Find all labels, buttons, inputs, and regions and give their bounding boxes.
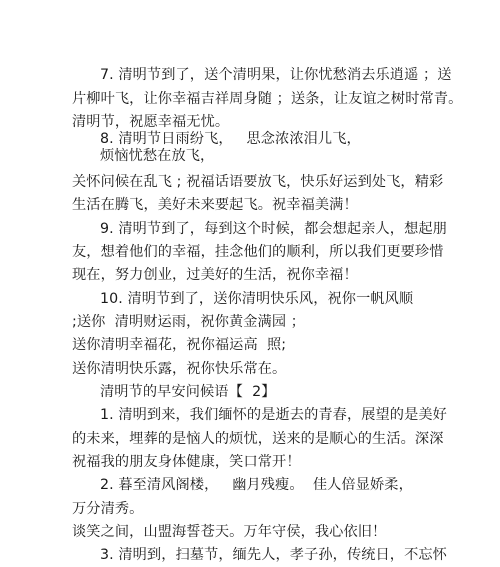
section-heading: 清明节的早安问候语【 2】 (100, 384, 276, 400)
text-line: 的未来，埋葬的是恼人的烦忧，送来的是顺心的生活。深深 (72, 431, 444, 447)
text-line: 万分清秀。 (72, 501, 144, 517)
text-line: 现在，努力创业，过美好的生活，祝你幸福！ (72, 267, 358, 283)
text-line: 谈笑之间，山盟海誓苍天。万年守侯，我心依旧！ (72, 524, 387, 540)
text-line: 片柳叶飞，让你幸福吉祥周身随 ；送条，让友谊之树时常青。 (72, 91, 463, 107)
text-line: 10. 清明节到了，送你清明快乐风，祝你一帆风顺 (100, 291, 414, 307)
text-line: 8. 清明节日雨纷飞， 思念浓浓泪儿飞， (100, 131, 361, 147)
text-line: 3. 清明到，扫墓节，缅先人，孝子孙，传统日，不忘怀 (100, 547, 447, 563)
text-line: 友，想着他们的幸福，挂念他们的顺利，所以我们更要珍惜 (72, 244, 444, 260)
text-line: 送你清明幸福花，祝你福运高 照; (72, 337, 287, 353)
text-line: 送你清明快乐露，祝你快乐常在。 (72, 361, 287, 377)
text-line: 生活在腾飞，美好未来要起飞。祝幸福美满！ (72, 197, 358, 213)
text-line: 1. 清明到来，我们缅怀的是逝去的青春，展望的是美好 (100, 407, 447, 423)
text-line: 9. 清明节到了，每到这个时候，都会想起亲人，想起朋 (100, 221, 447, 237)
text-line: 关怀问候在乱飞 ; 祝福话语要放飞，快乐好运到处飞，精彩 (72, 174, 444, 190)
text-line: 祝福我的朋友身体健康，笑口常开！ (72, 454, 301, 470)
text-line: 7. 清明节到了，送个清明果，让你忧愁消去乐逍遥 ；送 (100, 67, 452, 83)
text-line: 清明节，祝愿幸福无忧。 (72, 114, 230, 130)
text-line: ;送你 清明财运雨，祝你黄金满园 ； (72, 314, 306, 330)
text-line: 烦恼忧愁在放飞， (100, 148, 215, 164)
text-line: 2. 暮至清风阁楼， 幽月残瘦。 佳人倍显娇柔， (100, 477, 413, 493)
